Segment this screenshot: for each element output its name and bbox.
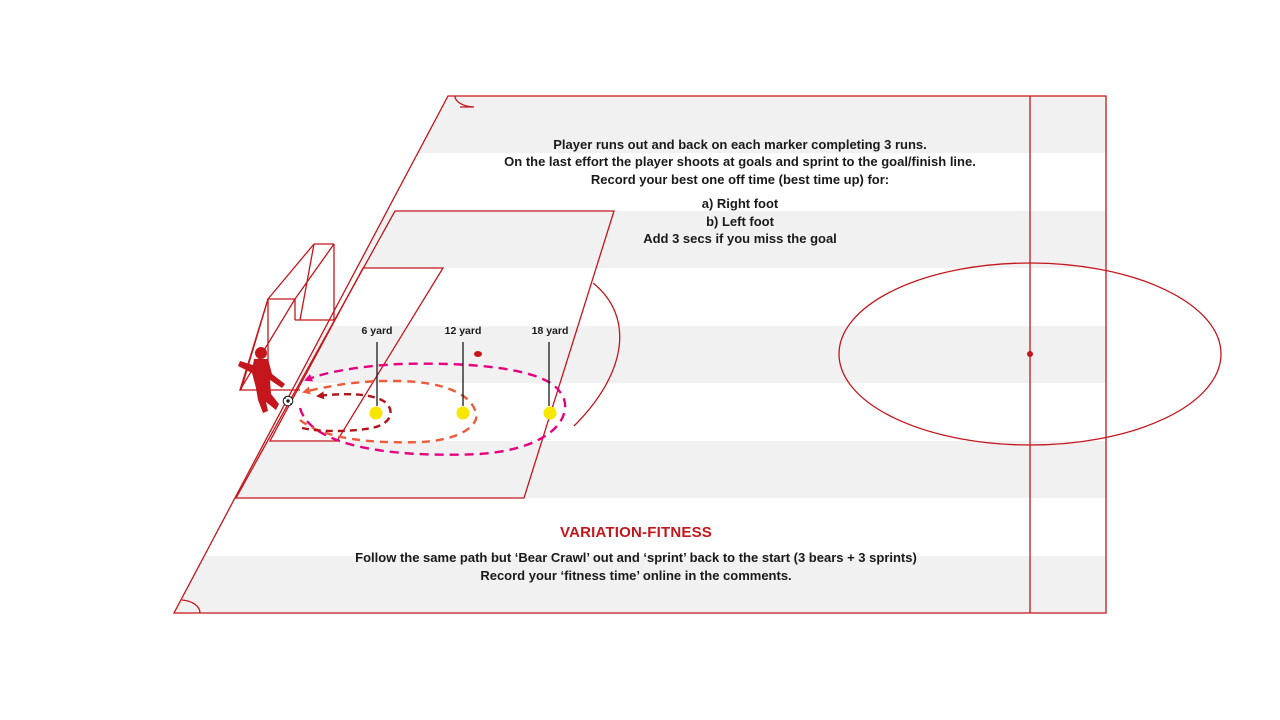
marker-label-12-yard: 12 yard — [444, 325, 482, 337]
cone-marker-icon — [370, 407, 383, 420]
centre-spot — [1027, 351, 1033, 357]
variation-line-2: Record your ‘fitness time’ online in the comments. — [480, 568, 792, 583]
variation-line-1: Follow the same path but ‘Bear Crawl’ out and ‘sprint’ back to the start (3 bears + 3 sprints) — [355, 550, 917, 565]
penalty-spot — [474, 351, 482, 357]
instruction-penalty: Add 3 secs if you miss the goal — [643, 231, 837, 246]
player-silhouette-icon — [238, 347, 285, 413]
instruction-line-3: Record your best one off time (best time up) for: — [590, 172, 890, 187]
football-icon — [283, 396, 293, 406]
cone-marker-icon — [457, 407, 470, 420]
marker-label-6-yard: 6 yard — [361, 325, 393, 337]
instruction-line-2: On the last effort the player shoots at goals and sprint to the goal/finish line. — [504, 154, 976, 169]
marker-label-18-yard: 18 yard — [531, 325, 569, 337]
variation-title: VARIATION-FITNESS — [559, 524, 712, 541]
cone-marker-icon — [544, 407, 557, 420]
instruction-right-foot: a) Right foot — [701, 196, 779, 211]
instruction-left-foot: b) Left foot — [706, 214, 774, 229]
instruction-line-1: Player runs out and back on each marker completing 3 runs. — [553, 137, 927, 152]
